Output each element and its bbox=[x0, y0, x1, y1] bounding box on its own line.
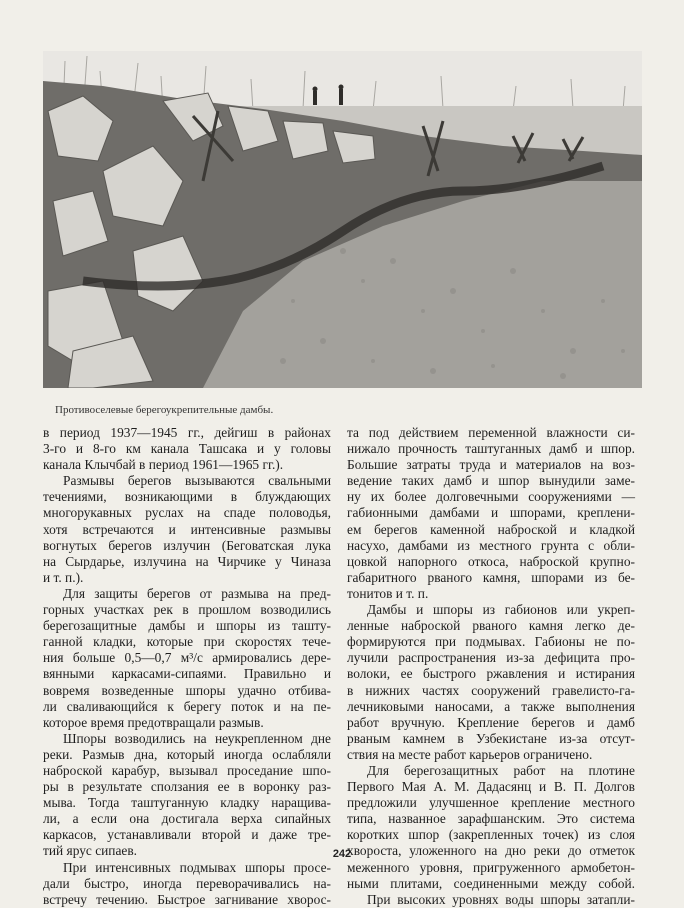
photo-illustration bbox=[43, 51, 642, 388]
text-line: реки. Размыв дна, который иногда ослабляли bbox=[43, 746, 331, 762]
text-line: коротких шпор (закрепленных точек) из слоя bbox=[347, 827, 635, 843]
text-line: ленные наброской рваного камня легко де- bbox=[347, 618, 635, 634]
text-line: габионными дамбами и шпорами, креплени- bbox=[347, 505, 635, 521]
text-line: вовремя возведенные шпоры удачно отбива- bbox=[43, 682, 331, 698]
text-line: При высоких уровнях воды шпоры затапли- bbox=[367, 891, 635, 907]
text-line: волоки, ее быстрого ржавления и истирания bbox=[347, 666, 635, 682]
text-line: насухо, дамбами из местного грунта с обли- bbox=[347, 537, 635, 553]
text-line: в период 1937—1945 гг., дейгиш в районах bbox=[43, 425, 331, 440]
text-line: Для защиты берегов от размыва на пред- bbox=[63, 585, 331, 601]
text-line: тий ярус сипаев. bbox=[43, 843, 138, 859]
text-line: лучили распространения из-за дефицита про- bbox=[347, 650, 635, 666]
text-line: лечниковыми наносами, а также выполнения bbox=[347, 698, 635, 714]
text-line: работ вручную. Крепление берегов и дамб bbox=[347, 714, 635, 730]
text-line: тонитов и т. п. bbox=[347, 585, 429, 601]
right-column bbox=[347, 425, 635, 908]
text-line: канала Клычбай в период 1961—1965 гг.). bbox=[43, 457, 284, 473]
text-line: Большие затраты труда и материалов на воз- bbox=[347, 457, 635, 473]
text-line: берегозащитные дамбы и шпоры из ташту- bbox=[43, 618, 331, 634]
page-number: 242 bbox=[332, 848, 352, 860]
text-line: на Сырдарье, излучина на Чирчике у Чиназа bbox=[43, 553, 331, 569]
text-line: габаритного рваного камня, шпорами из бе- bbox=[347, 569, 635, 585]
text-line: та под действием переменной влажности си- bbox=[347, 425, 635, 440]
text-line: ну их более долговечными сооружениями — bbox=[347, 489, 635, 505]
text-line: Шпоры возводились на неукрепленном дне bbox=[63, 730, 331, 746]
text-line: нижало прочность таштуганных дамб и шпор. bbox=[347, 441, 635, 457]
text-line: и т. п.). bbox=[43, 569, 84, 585]
left-column bbox=[43, 425, 331, 908]
text-line: вянными каркасами-сипаями. Правильно и bbox=[43, 666, 331, 682]
text-line: меженного уровня, пригруженного армобетон- bbox=[347, 859, 635, 875]
text-line: Первого Мая А. М. Дадасянц и В. П. Долгов bbox=[347, 779, 635, 795]
text-line: ными плитами, соединенными между собой. bbox=[347, 875, 635, 891]
text-line: наброской карабур, вызывал проседание шпо- bbox=[43, 762, 331, 778]
text-line: цовкой напорного откоса, наброской крупно- bbox=[347, 553, 635, 569]
text-line: Дамбы и шпоры из габионов или укреп- bbox=[367, 602, 635, 618]
text-line: ры в результате сползания ее в воронку раз- bbox=[43, 779, 331, 795]
text-line: течениями, возникающими в блуждающих bbox=[43, 489, 331, 505]
text-line: ния больше 0,5—0,7 м³/с армировались дере- bbox=[43, 650, 331, 666]
figure-caption: Противоселевые берегоукрепительные дамбы. bbox=[55, 404, 274, 416]
text-line: формируются при подмывах. Габионы не по- bbox=[347, 634, 635, 650]
text-line: рваным камнем в Узбекистане из-за отсут- bbox=[347, 730, 635, 746]
text-line: ствия на месте работ карьеров ограничено. bbox=[347, 746, 593, 762]
text-line: ли сваливающийся к берегу поток и на пе- bbox=[43, 698, 331, 714]
text-line: ведение таких дамб и шпор вынудили заме- bbox=[347, 473, 635, 489]
text-line: ганной кладки, которые при скоростях тече- bbox=[43, 634, 331, 650]
text-line: ли, а если она достигала верха сипайных bbox=[43, 811, 331, 827]
text-line: которое время предотвращали размыв. bbox=[43, 714, 264, 730]
riverbank-dams-photo bbox=[43, 51, 642, 388]
text-line: в нижних частях сооружений гравелисто-га- bbox=[347, 682, 635, 698]
text-line: хотя встречаются и интенсивные размывы bbox=[43, 521, 331, 537]
text-line: При интенсивных подмывах шпоры просе- bbox=[63, 859, 331, 875]
text-line: дали быстро, иногда переворачивались на- bbox=[43, 875, 331, 891]
text-line: хворостa, уложенного на дно реки до отметок bbox=[347, 843, 635, 859]
text-line: Для берегозащитных работ на плотине bbox=[367, 762, 635, 778]
text-line: встречу течению. Быстрое загнивание хворос- bbox=[43, 891, 331, 907]
text-line: предложили улучшенное крепление местного bbox=[347, 795, 635, 811]
text-line: многорукавных руслах на спаде половодья, bbox=[43, 505, 331, 521]
text-line: вогнутых берегов излучин (Беговатская лука bbox=[43, 537, 331, 553]
text-line: каркасов, устанавливали второй и даже тре- bbox=[43, 827, 331, 843]
text-line: 3-го и 8-го км канала Ташсака и у головы bbox=[43, 441, 331, 457]
text-line: типа, названное зарафшанским. Это система bbox=[347, 811, 635, 827]
text-line: Размывы берегов вызываются свальными bbox=[63, 473, 331, 489]
text-line: мыва. Тогда таштуганную кладку наращива- bbox=[43, 795, 331, 811]
text-line: горных участках рек в прошлом возводились bbox=[43, 602, 331, 618]
text-line: ем берегов каменной наброской и кладкой bbox=[347, 521, 635, 537]
